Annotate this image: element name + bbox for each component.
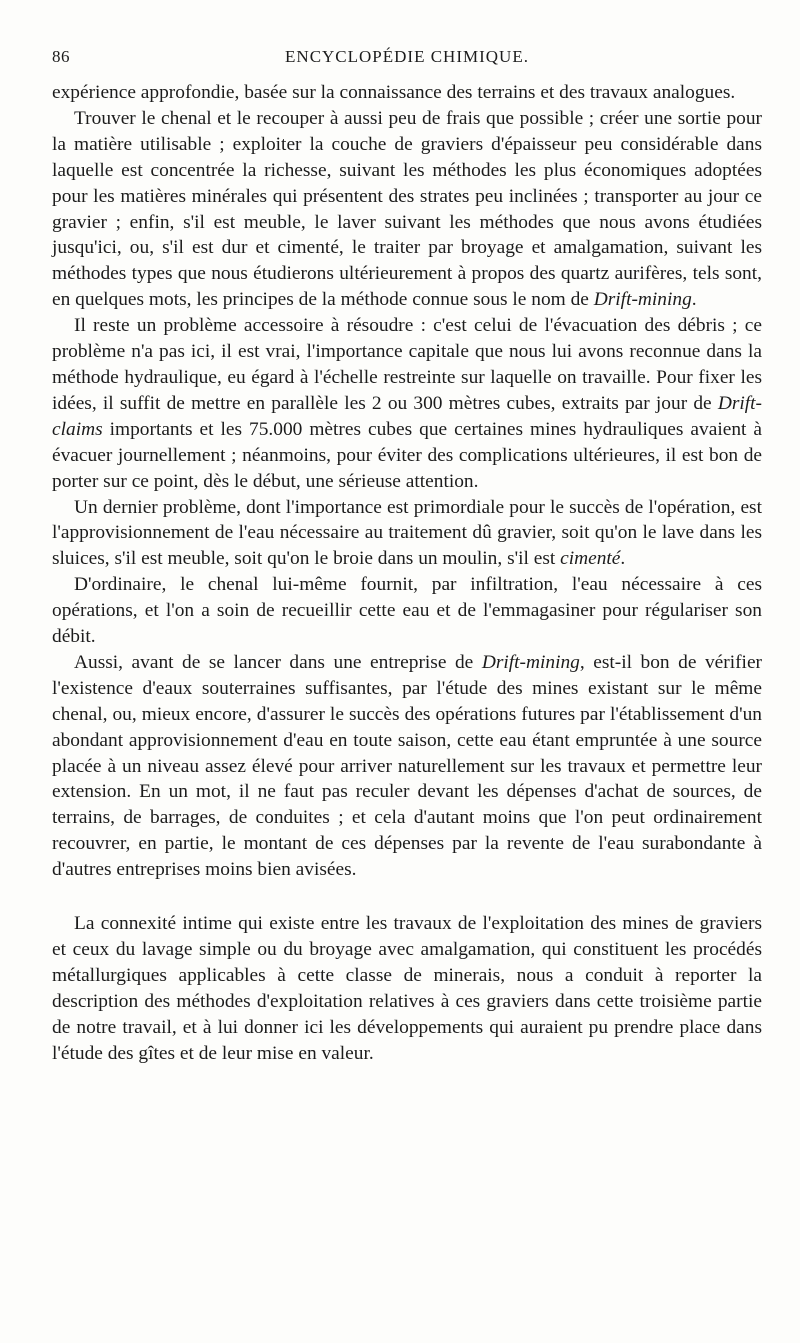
paragraph <box>52 572 762 650</box>
text-run: importants et les 75.000 mètres cubes que certaines mines hydrauliques avaient à évacuer journellement ; néanmoins, pour éviter des complications ultérieures, il est bon de porter sur ce point, dès le début, une sérieuse attention. <box>52 418 762 492</box>
text-run: Un dernier problème, dont l'importance est primordiale pour le succès de l'opération, est l'approvisionnement de l'eau nécessaire au traitement dû gravier, soit qu'on le lave dans les sluices, s'il est meuble, soit qu'on le broie dans un moulin, s'il est <box>52 496 762 570</box>
text-run: expérience approfondie, basée sur la connaissance des terrains et des travaux analogues. <box>52 82 736 103</box>
text-run: . <box>620 548 626 570</box>
running-head <box>52 47 762 71</box>
italic-term: Drift-mining <box>481 651 580 673</box>
text-run: La connexité intime qui existe entre les travaux de l'exploitation des mines de graviers et ceux du lavage simple ou du broyage avec amalgamation, qui constituent les procédés métallurgiques applicables à cette classe de minerais, nous a conduit à reporter la description des méthodes d'exploitation relatives à ces graviers dans cette troisième partie de notre travail, et à lui donner ici les développements qui auraient pu prendre place dans l'étude des gîtes et de leur mise en valeur. <box>52 913 762 1064</box>
paragraph <box>52 650 762 883</box>
text-run: Aussi, avant de se lancer dans une entreprise de <box>74 651 482 673</box>
section-gap <box>52 883 762 911</box>
paragraph <box>52 80 762 106</box>
italic-term: Drift-claims <box>52 392 762 440</box>
italic-term: cimenté <box>560 548 621 570</box>
body-text <box>52 80 762 1067</box>
paragraph <box>52 106 762 313</box>
paragraph <box>52 313 762 494</box>
text-run: Trouver le chenal et le recouper à aussi peu de frais que possible ; créer une sortie pour la matière utilisable ; exploiter la couche de graviers d'épaisseur peu considérable dans laquelle est concentrée la richesse, suivant les méthodes les plus économiques adoptées pour les matières minérales qui présentent des strates peu inclinées ; transporter au jour ce gravier ; enfin, s'il est meuble, le laver suivant les méthodes que nous avons étudiées jusqu'ici, ou, s'il est dur et cimenté, le traiter par broyage et amalgamation, suivant les méthodes types que nous étudierons ultérieurement à propos des quartz aurifères, tels sont, en quelques mots, les principes de la méthode connue sous le nom de <box>52 107 762 311</box>
italic-term: Drift-mining <box>593 289 692 311</box>
text-run: Il reste un problème accessoire à résoudre : c'est celui de l'évacuation des débris ; ce problème n'a pas ici, il est vrai, l'importance capitale que nous lui avons reconnue dans la méthode hydraulique, eu égard à l'échelle restreinte sur laquelle on travaille. Pour fixer les idées, il suffit de mettre en parallèle les 2 ou 300 mètres cubes, extraits par jour de <box>52 315 762 414</box>
text-run: . <box>691 289 697 311</box>
page-number: 86 <box>52 47 70 66</box>
text-run: , est-il bon de vérifier l'existence d'eaux souterraines suffisantes, par l'étude des mines existant sur le même chenal, ou, mieux encore, d'assurer le succès des opérations futures par l'établissement d'un abondant approvisionnement d'eau en toute saison, cette eau étant empruntée à une source placée à un niveau assez élevé pour arriver naturellement sur les travaux et permettre leur extension. En un mot, il ne faut pas reculer devant les dépenses d'achat de sources, de terrains, de barrages, de conduites ; et cela d'autant moins que l'on peut ordinairement recouvrer, en partie, le montant de ces dépenses par la revente de l'eau surabondante à d'autres entreprises moins bien avisées. <box>52 651 763 881</box>
paragraph <box>52 911 762 1066</box>
running-title: ENCYCLOPÉDIE CHIMIQUE. <box>285 47 529 66</box>
paragraph <box>52 495 762 573</box>
text-run: D'ordinaire, le chenal lui-même fournit, par infiltration, l'eau nécessaire à ces opérations, et l'on a soin de recueillir cette eau et de l'emmagasiner pour régulariser son débit. <box>52 574 762 648</box>
